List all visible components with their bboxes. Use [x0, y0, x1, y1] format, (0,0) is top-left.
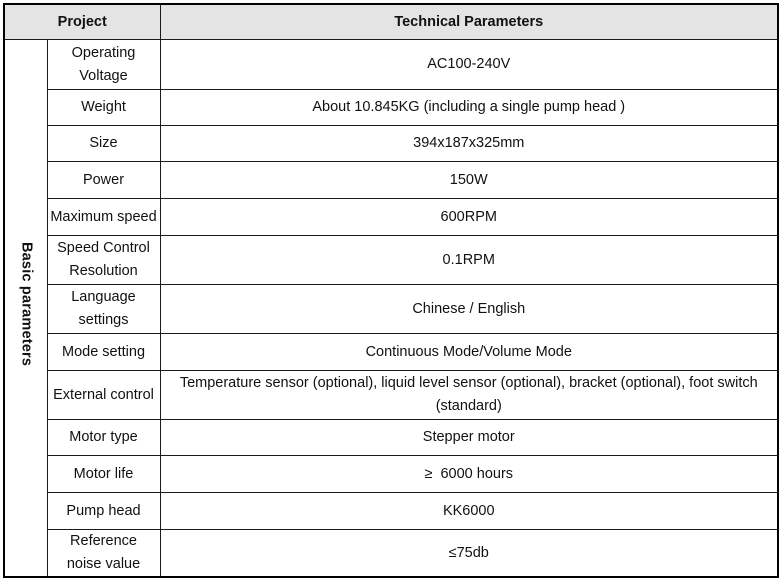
- row-value: Temperature sensor (optional), liquid level sensor (optional), bracket (optional), foot switch (standard): [160, 371, 778, 420]
- table-row: [4, 420, 778, 456]
- technical-parameters-table: [3, 3, 779, 578]
- row-value: Chinese / English: [160, 285, 778, 334]
- row-label: External control: [47, 371, 160, 420]
- row-label: Motor life: [47, 456, 160, 493]
- table-row: [4, 90, 778, 126]
- row-label: Speed Control Resolution: [47, 236, 160, 285]
- row-value: 394x187x325mm: [160, 126, 778, 162]
- table-row: [4, 162, 778, 199]
- spec-table-container: [3, 3, 779, 578]
- table-row: [4, 530, 778, 578]
- row-value: Continuous Mode/Volume Mode: [160, 334, 778, 371]
- row-label: Operating Voltage: [47, 40, 160, 90]
- row-value: Stepper motor: [160, 420, 778, 456]
- row-value: 600RPM: [160, 199, 778, 236]
- row-value: ≥ 6000 hours: [160, 456, 778, 493]
- header-technical-parameters: Technical Parameters: [160, 4, 778, 40]
- table-header-row: [4, 4, 778, 40]
- table-row: [4, 334, 778, 371]
- row-label: Motor type: [47, 420, 160, 456]
- row-label: Power: [47, 162, 160, 199]
- group-label: Basic parameters: [18, 241, 35, 367]
- row-label: Reference noise value: [47, 530, 160, 578]
- table-row: [4, 456, 778, 493]
- table-row: [4, 371, 778, 420]
- row-value: ≤75db: [160, 530, 778, 578]
- row-value: AC100-240V: [160, 40, 778, 90]
- table-row: [4, 493, 778, 530]
- row-label: Maximum speed: [47, 199, 160, 236]
- row-value: KK6000: [160, 493, 778, 530]
- table-row: [4, 236, 778, 285]
- row-value: 0.1RPM: [160, 236, 778, 285]
- table-row: [4, 126, 778, 162]
- table-row: [4, 285, 778, 334]
- row-value: 150W: [160, 162, 778, 199]
- table-row: [4, 199, 778, 236]
- row-label: Language settings: [47, 285, 160, 334]
- row-label: Size: [47, 126, 160, 162]
- header-project: Project: [4, 4, 160, 40]
- row-label: Pump head: [47, 493, 160, 530]
- group-cell-basic-parameters: [4, 40, 47, 578]
- row-label: Weight: [47, 90, 160, 126]
- row-value: About 10.845KG (including a single pump head ): [160, 90, 778, 126]
- table-row: [4, 40, 778, 90]
- row-label: Mode setting: [47, 334, 160, 371]
